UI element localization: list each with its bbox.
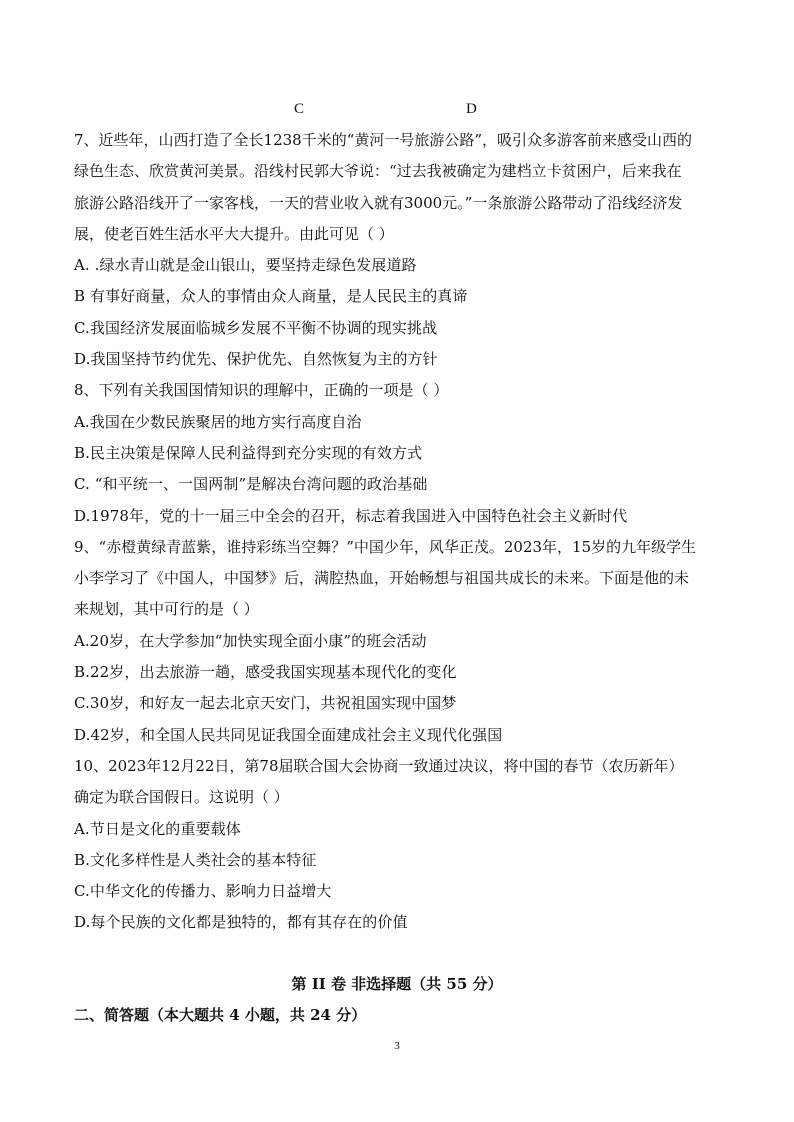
question-stem-line: 旅游公路沿线开了一家客栈，一天的营业收入就有3000元。”一条旅游公路带动了沿线经济发 [74,193,683,212]
option-a: A. .绿水青山就是金山银山，要坚持走绿色发展道路 [74,256,417,275]
subsection-title: 二、简答题（本大题共 4 小题，共 24 分） [74,1006,367,1024]
question-9 [74,532,724,751]
option-c: C.中华文化的传播力、影响力日益增大 [74,882,332,901]
option-a: A.我国在少数民族聚居的地方实行高度自治 [74,412,362,431]
question-stem-line: 展，使老百姓生活水平大大提升。由此可见（ ） [74,224,394,243]
option-b: B.22岁，出去旅游一趟，感受我国实现基本现代化的变化 [74,663,457,682]
option-d: D.1978年，党的十一届三中全会的召开，标志着我国进入中国特色社会主义新时代 [74,506,628,525]
option-d: D.我国坚持节约优先、保护优先、自然恢复为主的方针 [74,350,438,369]
question-stem-line: 10、2023年12月22日，第78届联合国大会协商一致通过决议，将中国的春节（农历新年） [74,756,684,775]
option-c: C. “和平统一、一国两制”是解决台湾问题的政治基础 [74,475,428,494]
question-8 [74,375,724,531]
question-stem-line: 确定为联合国假日。这说明（ ） [74,788,289,807]
question-7 [74,125,724,375]
previous-question-option-labels [0,101,794,123]
question-stem-line: 9、“赤橙黄绿青蓝紫，谁持彩练当空舞？”中国少年，风华正茂。2023年，15岁的九年级学生 [74,537,697,556]
option-d: D.每个民族的文化都是独特的，都有其存在的价值 [74,913,408,932]
section-title: 第 II 卷 非选择题（共 55 分） [291,975,503,993]
question-stem-line: 8、下列有关我国国情知识的理解中，正确的一项是（ ） [74,381,449,400]
option-b: B.文化多样性是人类社会的基本特征 [74,850,317,869]
option-c: C.我国经济发展面临城乡发展不平衡不协调的现实挑战 [74,318,438,337]
option-a: A.节日是文化的重要载体 [74,819,241,838]
question-10 [74,751,724,939]
option-c: C.30岁，和好友一起去北京天安门，共祝祖国实现中国梦 [74,694,457,713]
option-b: B 有事好商量，众人的事情由众人商量，是人民民主的真谛 [74,287,468,306]
option-a: A.20岁，在大学参加“加快实现全面小康”的班会活动 [74,631,427,650]
question-stem-line: 来规划，其中可行的是（ ） [74,600,259,619]
option-d: D.42岁，和全国人民共同见证我国全面建成社会主义现代化强国 [74,725,503,744]
page-number: 3 [394,1040,400,1052]
questions-content [74,125,724,939]
question-stem-line: 7、近些年，山西打造了全长1238千米的“黄河一号旅游公路”，吸引众多游客前来感受山西的 [74,131,693,149]
option-b: B.民主决策是保障人民利益得到充分实现的有效方式 [74,443,423,462]
option-c-label: C [294,101,305,117]
question-stem-line: 小李学习了《中国人，中国梦》后，满腔热血，开始畅想与祖国共成长的未来。下面是他的未 [74,569,690,588]
question-stem-line: 绿色生态、欣赏黄河美景。沿线村民郭大爷说：“过去我被确定为建档立卡贫困户，后来我在 [74,162,682,181]
option-d-label: D [466,101,477,117]
